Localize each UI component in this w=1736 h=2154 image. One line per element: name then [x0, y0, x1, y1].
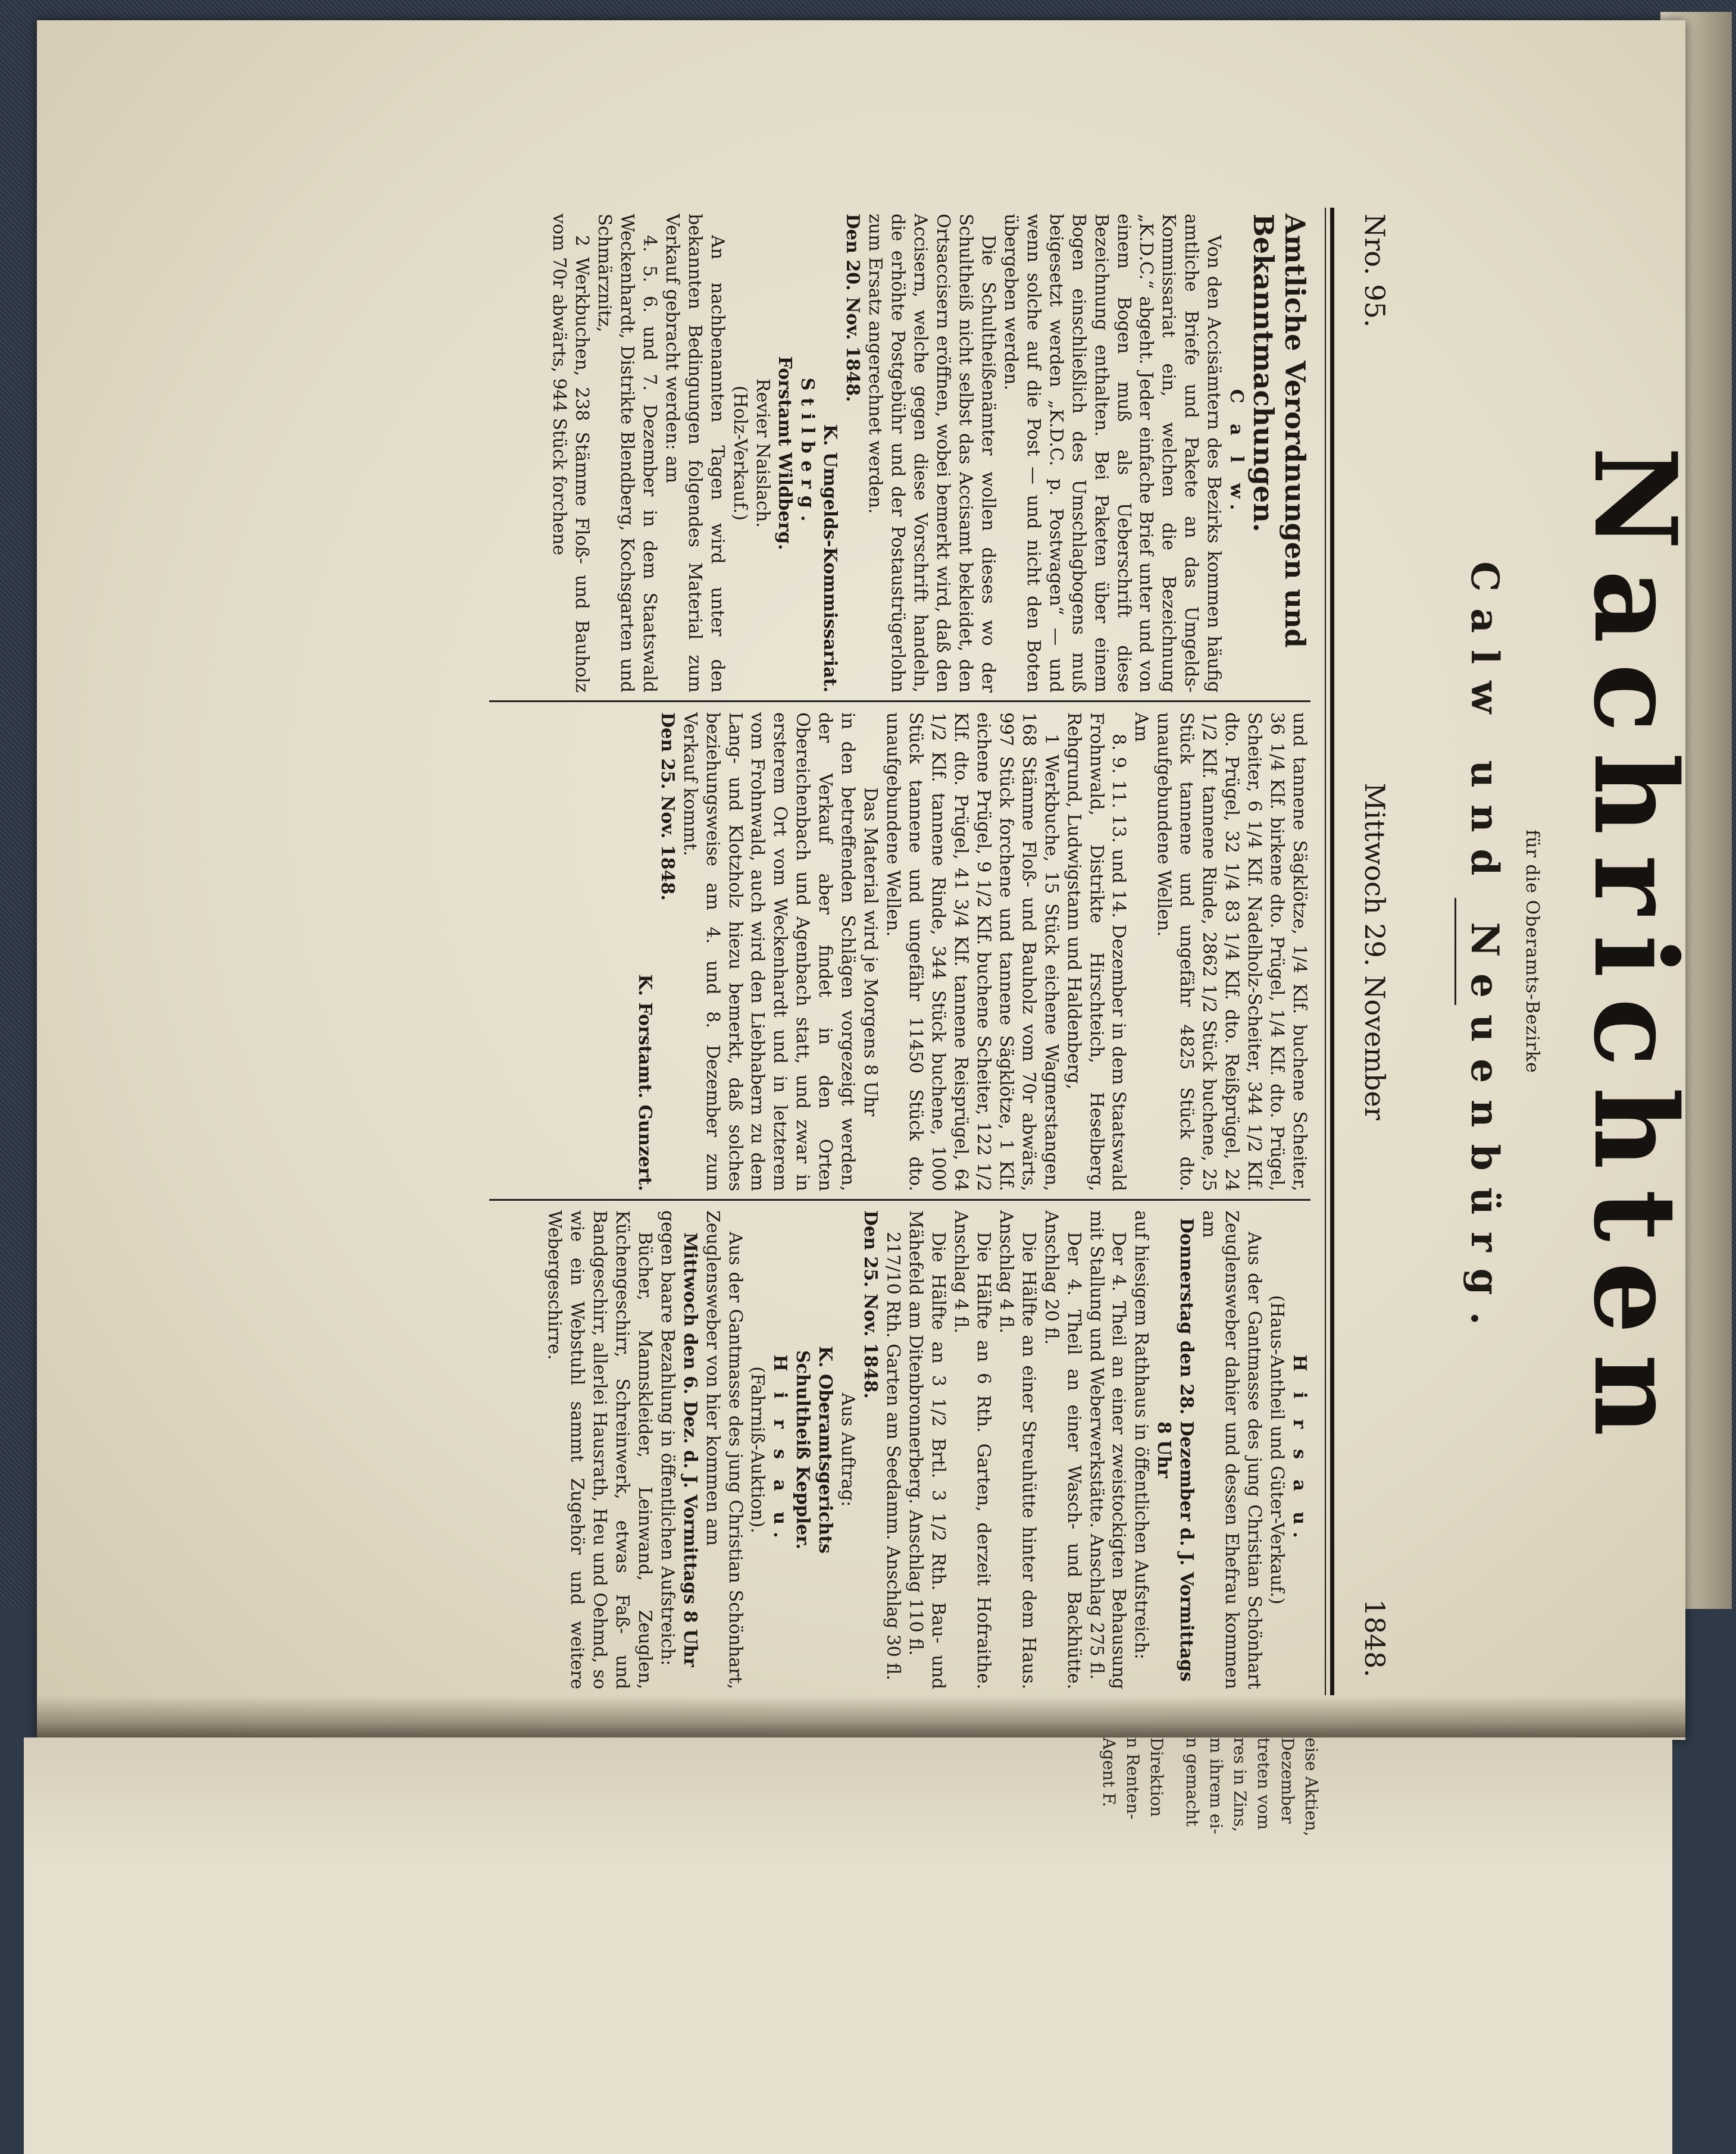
text-line: treten vom [1254, 1737, 1274, 1830]
rotated-print [471, 190, 1721, 1713]
mandate-line: Aus Auftrag: [837, 1392, 859, 1507]
date-line: Den 25. Nov. 1848. [860, 1210, 881, 1399]
column-divider [489, 1199, 1310, 1201]
facing-page [24, 1737, 1672, 2154]
signature: K. Oberamtsgerichts [815, 1346, 836, 1554]
paragraph: 1 Werkbuche, 15 Stück eichene Wagnerstangen, 168 Stämme Floß- und Bauholz vom 70r abwärts, 997 Stück forchene und tannene Sägklötze, 1 Klf. eichene Prügel, 9 1/2 Klf. buchene Scheiter, 122 1/2 Klf. dto. Prügel, 41 3/4 Klf. tannene Reisprügel, 64 1/2 Klf. tannene Rinde, 344 Stück buchene, 1000 Stück tannene und ungefähr 11450 Stück dto. unaufgebundene Wellen. [883, 712, 1062, 1191]
sale-type: (Fahrniß-Auktion). [747, 1366, 768, 1533]
paragraph: 8. 9. 11. 13. und 14. Dezember in dem Staatswald Frohnwald, Distrikte Hirschteich, Heselberg, Rehgrund, Ludwigstann und Haldenberg, [1063, 712, 1130, 1191]
text-line: n gemacht [1183, 1737, 1202, 1827]
section-heading: Amtliche Verordnungen und Bekanntmachungen. [1247, 214, 1311, 648]
sale-type: (Haus-Antheil und Güter-Verkauf.) [1266, 1295, 1288, 1605]
paragraph: Die Hälfte an einer Streuhütte hinter dem Haus. Anschlag 4 fl. [995, 1210, 1039, 1689]
place-heading: Stilberg. [797, 377, 818, 529]
paragraph: Mittwoch den 6. Dez. d. J. Vormittags 8 Uhr [679, 1232, 700, 1667]
paragraph: Die Hälfte an 6 Rth. Garten, derzeit Hofraithe. Anschlag 4 fl. [950, 1210, 994, 1689]
issue-year: 1848. [1359, 1599, 1391, 1677]
paragraph: Aus der Gantmasse des jung Christian Schönhart, Zeuglensweber von hier kommen am [702, 1210, 746, 1689]
text-line: Dezember [1278, 1737, 1297, 1824]
masthead [1328, 190, 1721, 1713]
column-1 [483, 214, 1310, 693]
district-heading: Revier Naislach. [752, 378, 773, 528]
issue-row [1343, 190, 1391, 1713]
date-line: Den 20. Nov. 1848. [842, 214, 864, 402]
column-2 [483, 712, 1310, 1191]
newspaper-title: Nachrichten [1569, 446, 1701, 1457]
text-line: eise Aktien, [1302, 1737, 1321, 1837]
paragraph: Die Schultheißenämter wollen dieses wo der Schultheiß nicht selbst das Accisamt bekleidet, den Ortsaccisern eröffnen, wobei bemerkt wird, daß den Accisern, welche gegen diese Vorschrift handeln, die erhöhte Postgebühr und der Postaustrügerlohn zum Ersatz angerechnet werden. [865, 214, 999, 693]
subtitle: für die Oberamts-Bezirke [1522, 829, 1543, 1073]
place-heading: C a l w. [1226, 389, 1247, 518]
paragraph: An nachbenannten Tagen wird unter den bekannten Bedingungen folgendes Material zum Verkauf gebracht werden: am [661, 214, 728, 693]
text-line: n Renten- [1123, 1737, 1143, 1820]
places: Calw und Neuenbürg. [1462, 561, 1507, 1342]
office-heading: Forstamt Wildberg. [774, 356, 796, 550]
sale-type: (Holz-Verkauf.) [729, 386, 750, 521]
paragraph: Donnerstag den 28. Dezember d. J. Vormittags 8 Uhr [1153, 1217, 1197, 1682]
signature: K. Umgelds-Kommissariat. [819, 424, 841, 693]
column-3 [483, 1210, 1310, 1689]
paragraph: und tannene Sägklötze, 1/4 Klf. buchene Scheiter, 36 1/4 Klf. birkene dto. Prügel, 1/4 Klf. dto. Prügel, Scheiter, 6 1/4 Klf. Nadelholz-Scheiter, 344 1/2 Klf. dto. Prügel, 32 1/4 83 1/4 Klf. dto. Reißprügel, 24 1/2 Klf. tannene Rinde, 2862 1/2 Stück buchene, 25 Stück tannene und ungefähr 4825 Stück dto. unaufgebundene Wellen. [1153, 712, 1310, 1191]
text-line: res in Zins, [1230, 1737, 1250, 1832]
paragraph: in den betreffenden Schlägen vorgezeigt werden, der Verkauf aber findet in den Orten Obereichenbach und Agenbach statt, und zwar in ersterem Ort vom Weckenhardt und in letzterem vom Frohnwald, auch wird den Liebhabern zu dem Lang- und Klotzholz hiezu bemerkt, daß solches beziehungsweise am 4. und 8. Dezember zum Verkauf kommt. [679, 712, 859, 1191]
paragraph: Der 4. Theil an einer Wasch- und Backhütte. Anschlag 20 fl. [1040, 1210, 1084, 1689]
paragraph: 217/10 Rth. Garten am Seedamm. Anschlag 30 fl. [883, 1232, 904, 1680]
text-line: Direktion [1147, 1737, 1166, 1817]
paragraph: 4. 5. 6. und 7. Dezember in dem Staatswald Weckenhardt, Distrikte Blendberg, Kochsgarten und Schmärznitz, [593, 214, 660, 693]
text-line: Agent F. [1099, 1737, 1119, 1807]
issue-date: Mittwoch 29. November [1359, 782, 1391, 1120]
paragraph: 2 Werkbuchen, 238 Stämme Floß- und Bauholz vom 70r abwärts, 944 Stück forchene [549, 214, 593, 693]
paragraph: Am [1131, 712, 1152, 743]
issue-number: Nro. 95. [1359, 214, 1391, 328]
place-heading: H i r s a u. [1289, 1354, 1310, 1545]
signature: K. Forstamt. Gunzert. [634, 974, 655, 1191]
paragraph: Die Hälfte an 3 1/2 Brtl. 3 1/2 Rth. Bau- und Mähefeld am Ditenbronnerberg. Anschlag 110 fl. [905, 1210, 949, 1689]
paragraph: Das Material wird je Morgens 8 Uhr [860, 787, 881, 1117]
date-line: Den 25. Nov. 1848. [656, 712, 678, 901]
short-rule [1455, 898, 1456, 1005]
text-line: m ihrem ei- [1206, 1737, 1226, 1834]
place-heading: H i r s a u. [770, 1354, 791, 1545]
paragraph: Aus der Gantmasse des jung Christian Schönhart Zeuglensweber dahier und dessen Ehefrau kommen am [1199, 1210, 1265, 1689]
paragraph: gegen baare Bezahlung in öffentlichen Aufstreich: [656, 1210, 678, 1666]
page-fold-shadow [37, 1696, 1685, 1737]
paragraph: Von den Accisämtern des Bezirks kommen häufig amtliche Briefe und Pakete an das Umgelds-Kommissariat ein, welchen die Bezeichnung „K.D.C.“ abgeht. Jeder einfache Brief unter und von einem Bogen muß als Ueberschrift diese Bezeichnung enthalten. Bei Paketen über einem Bogen einschließlich des Umschlagbogens muß beigesetzt werden „K.D.C. p. Postwagen“ — und wenn solche auf die Post — und nicht den Boten übergeben werden. [1000, 214, 1225, 693]
thick-rule [1330, 208, 1334, 1695]
paragraph: auf hiesigem Rathhaus in öffentlichen Aufstreich: [1131, 1210, 1152, 1660]
paragraph: Der 4. Theil an einer zweistockigten Behausung mit Stallung und Weberwerkstätte. Anschlag 275 fl. [1086, 1210, 1130, 1689]
paragraph: Bücher, Mannskleider, Leinwand, Zeuglen, Küchengeschirr, Schreinwerk, etwas Faß- und Bandgeschirr, allerlei Hausrath, Heu und Oehmd, so wie ein Webstuhl sammt Zugehör und weitere Webergeschirre. [544, 1210, 655, 1689]
thin-rule [1325, 208, 1326, 1695]
facing-page-text [24, 1737, 1631, 2154]
signature: Schultheiß Keppler. [792, 1350, 814, 1549]
newspaper-page [37, 20, 1701, 1740]
column-divider [489, 700, 1310, 702]
